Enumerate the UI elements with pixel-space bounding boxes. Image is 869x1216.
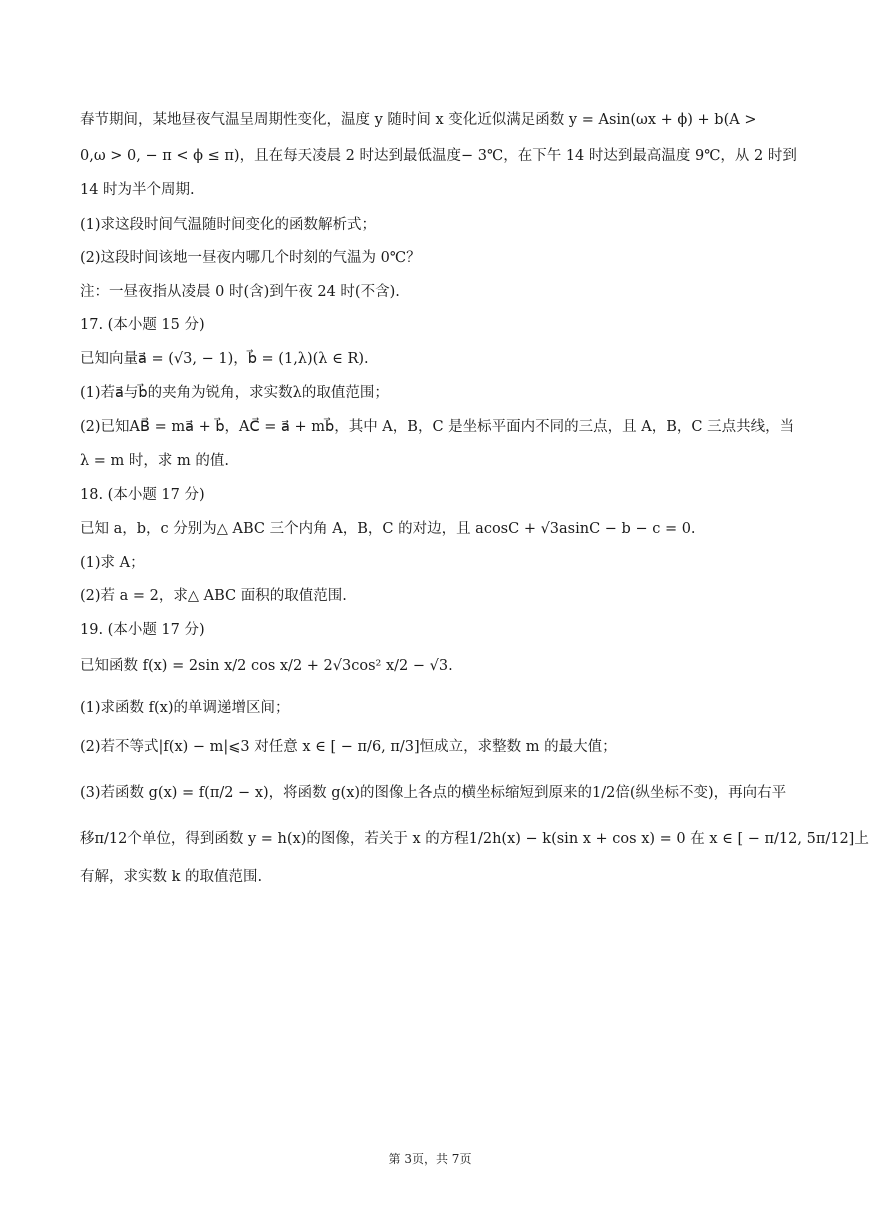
problem-19-part-2: (2)若不等式|f(x) − m|⩽3 对任意 x ∈ [ − π/6, π/3]恒成立，求整数 m 的最大值； (80, 739, 617, 755)
problem-18-stem: 已知 a，b，c 分别为△ ABC 三个内角 A，B，C 的对边，且 acosC + √3asinC − b − c = 0. (80, 521, 696, 537)
problem-17-part-2-line-1: (2)已知AB⃗ = ma⃗ + b⃗，AC⃗ = a⃗ + mb⃗，其中 A，B，C 是坐标平面内不同的三点，且 A，B，C 三点共线，当 (80, 419, 795, 435)
problem-19-part-3-line-3: 有解，求实数 k 的取值范围. (80, 869, 263, 885)
problem-16-stem-line-2: 0,ω > 0, − π < ϕ ≤ π)，且在每天凌晨 2 时达到最低温度− 3℃，在下午 14 时达到最高温度 9℃，从 2 时到 (80, 148, 797, 164)
problem-16-part-2: (2)这段时间该地一昼夜内哪几个时刻的气温为 0℃？ (80, 250, 421, 266)
problem-17-part-2-line-2: λ = m 时，求 m 的值. (80, 453, 229, 469)
problem-19-part-1: (1)求函数 f(x)的单调递增区间； (80, 700, 290, 716)
problem-16-stem-line-1: 春节期间，某地昼夜气温呈周期性变化，温度 y 随时间 x 变化近似满足函数 y = Asin(ωx + ϕ) + b(A > (80, 112, 757, 128)
problem-17-heading: 17. (本小题 15 分) (80, 317, 205, 333)
problem-18-heading: 18. (本小题 17 分) (80, 487, 205, 503)
problem-19-part-3-line-1: (3)若函数 g(x) = f(π/2 − x)，将函数 g(x)的图像上各点的横坐标缩短到原来的1/2倍(纵坐标不变)，再向右平 (80, 785, 787, 801)
problem-17-part-1: (1)若a⃗与b⃗的夹角为锐角，求实数λ的取值范围； (80, 385, 389, 401)
problem-17-stem: 已知向量a⃗ = (√3, − 1)，b⃗ = (1,λ)(λ ∈ R). (80, 351, 369, 367)
page-footer: 第 3页，共 7页 (388, 1152, 472, 1166)
problem-19-heading: 19. (本小题 17 分) (80, 622, 205, 638)
problem-19-part-3-line-2: 移π/12个单位，得到函数 y = h(x)的图像，若关于 x 的方程1/2h(x) − k(sin x + cos x) = 0 在 x ∈ [ − π/12, 5π/12]上 (80, 831, 869, 847)
problem-16-stem-line-3: 14 时为半个周期. (80, 182, 195, 198)
problem-18-part-1: (1)求 A； (80, 555, 145, 571)
problem-16-part-1: (1)求这段时间气温随时间变化的函数解析式； (80, 217, 377, 233)
problem-18-part-2: (2)若 a = 2，求△ ABC 面积的取值范围. (80, 588, 347, 604)
problem-19-stem: 已知函数 f(x) = 2sin x/2 cos x/2 + 2√3cos² x/2 − √3. (80, 658, 453, 674)
problem-16-note: 注：一昼夜指从凌晨 0 时(含)到午夜 24 时(不含). (80, 284, 400, 300)
